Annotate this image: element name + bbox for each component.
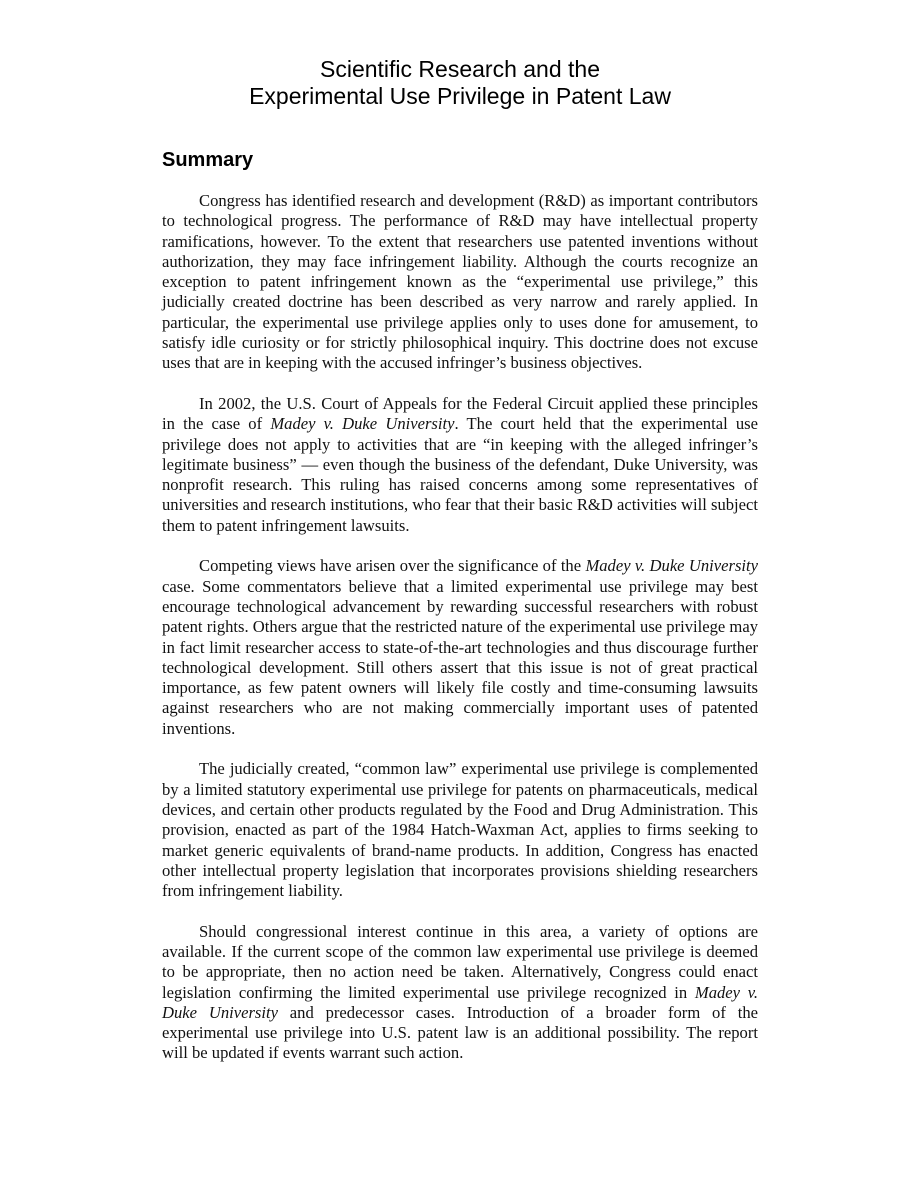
paragraph-3-text-b: case. Some commentators believe that a limited experimental use privilege may best encourage technological advancement by rewarding successful researchers with robust patent rights. Others argue that the restricted nature of the experimental use privilege may in fact limit researcher access to state-of-the-art technologies and thus discourage further technological development. Still others assert that this issue is not of great practical importance, as few patent owners will likely file costly and time-consuming lawsuits against researchers who are not making commercially important uses of patented inventions. <box>162 576 758 738</box>
paragraph-2 <box>162 394 758 536</box>
title-line-2: Experimental Use Privilege in Patent Law <box>249 83 671 109</box>
title-line-1: Scientific Research and the <box>320 56 600 82</box>
paragraph-5-text-a: Should congressional interest continue in this area, a variety of options are available. If the current scope of the common law experimental use privilege is deemed to be appropriate, then no action need be taken. Alternatively, Congress could enact legislation confirming the limited experimental use privilege recognized in <box>162 921 758 1002</box>
summary-body <box>162 191 758 1064</box>
paragraph-3 <box>162 556 758 739</box>
paragraph-4: The judicially created, “common law” experimental use privilege is complemented by a limited statutory experimental use privilege for patents on pharmaceuticals, medical devices, and certain other products regulated by the Food and Drug Administration. This provision, enacted as part of the 1984 Hatch-Waxman Act, applies to firms seeking to market generic equivalents of brand-name products. In addition, Congress has enacted other intellectual property legislation that incorporates provisions shielding researchers from infringement liability. <box>162 759 758 901</box>
document-page <box>162 56 759 1063</box>
document-title <box>162 56 758 110</box>
paragraph-1: Congress has identified research and development (R&D) as important contributors to technological progress. The performance of R&D may have intellectual property ramifications, however. To the extent that researchers use patented inventions without authorization, they may face infringement liability. Although the courts recognize an exception to patent infringement known as the “experimental use privilege,” this judicially created doctrine has been described as very narrow and rarely applied. In particular, the experimental use privilege applies only to uses done for amusement, to satisfy idle curiosity or for strictly philosophical inquiry. This doctrine does not excuse uses that are in keeping with the accused infringer’s business objectives. <box>162 191 758 373</box>
case-name: Madey v. Duke University <box>585 556 758 576</box>
paragraph-5 <box>162 922 758 1064</box>
case-name: Madey v. Duke University <box>162 982 759 1022</box>
paragraph-3-text-a: Competing views have arisen over the significance of the <box>199 556 586 576</box>
paragraph-2-text-a: In 2002, the U.S. Court of Appeals for the Federal Circuit applied these principles in the case of <box>162 393 758 434</box>
case-name: Madey v. Duke University <box>270 414 455 434</box>
paragraph-2-text-b: . The court held that the experimental use privilege does not apply to activities that are “in keeping with the alleged infringer’s legitimate business” — even though the business of the defendant, Duke University, was nonprofit research. This ruling has raised concerns among some representatives of universities and research institutions, who fear that their basic R&D activities will subject them to patent infringement lawsuits. <box>162 414 758 535</box>
section-heading: Summary <box>162 149 254 171</box>
paragraph-5-text-b: and predecessor cases. Introduction of a broader form of the experimental use privilege into U.S. patent law is an additional possibility. The report will be updated if events warrant such action. <box>162 1002 758 1063</box>
